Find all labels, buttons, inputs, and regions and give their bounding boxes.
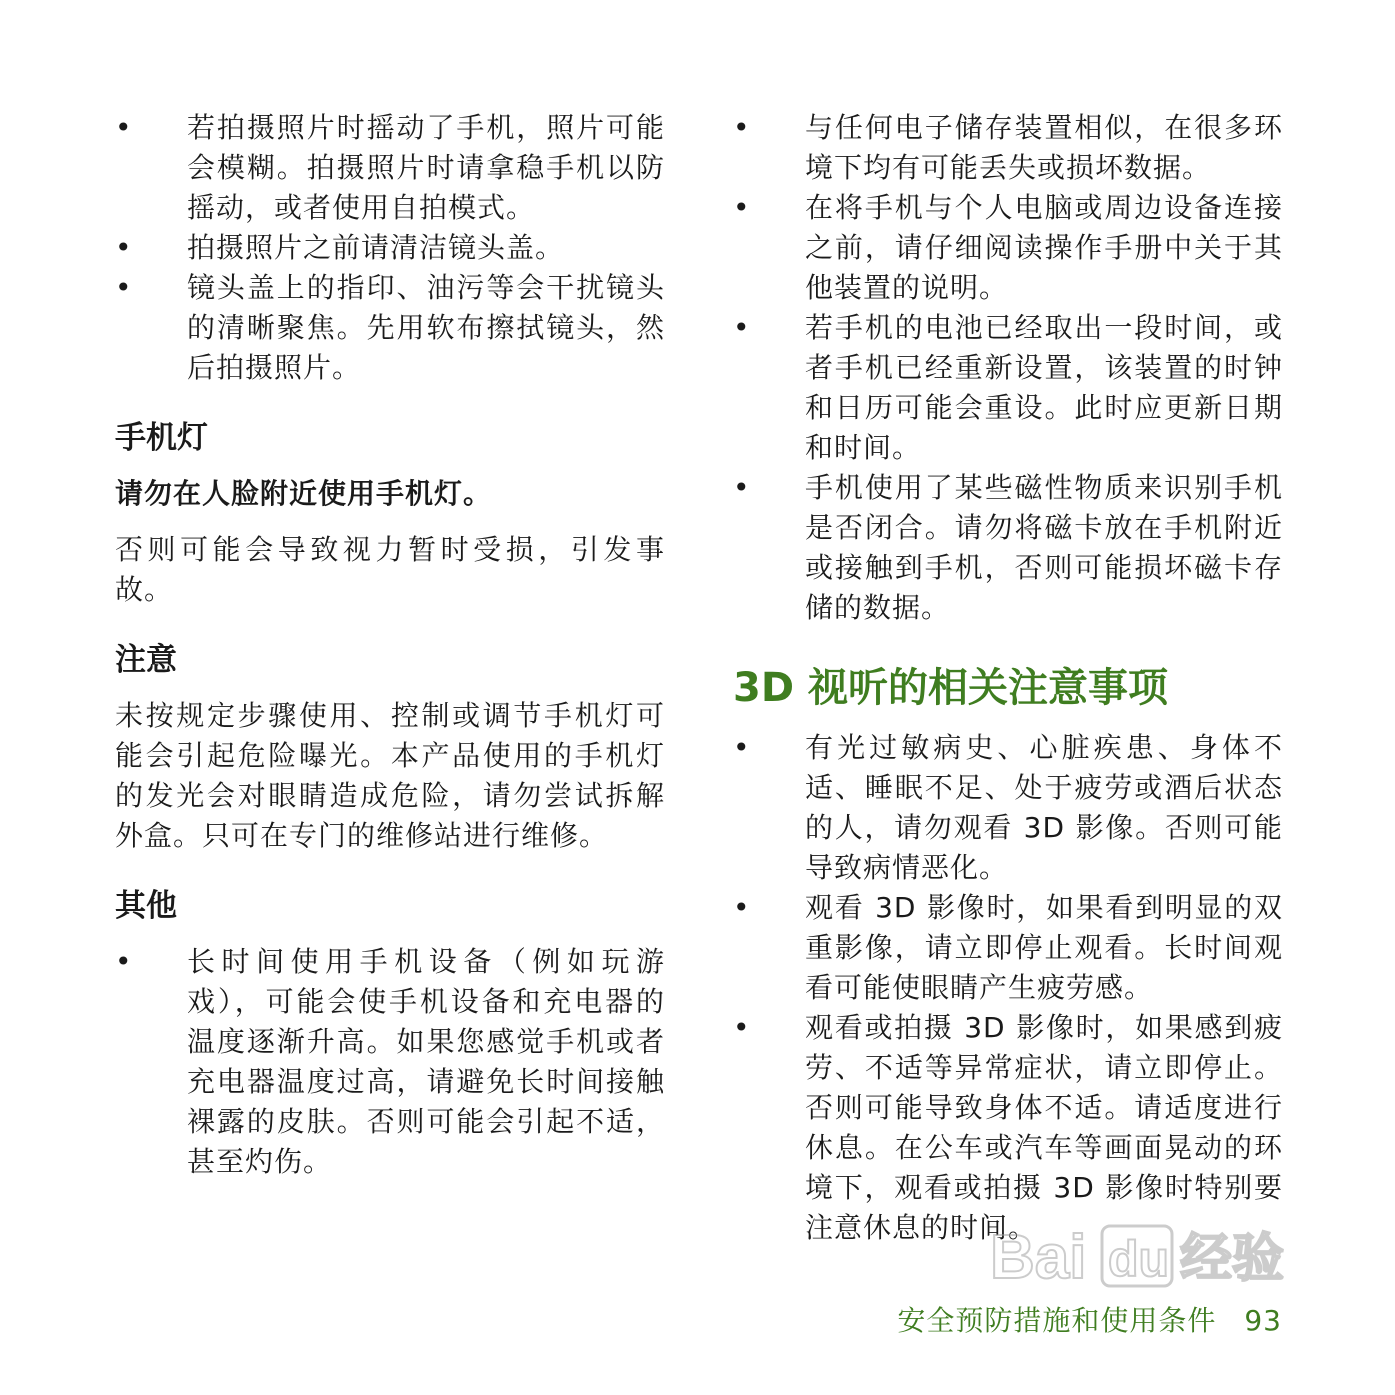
list-item: • 若拍摄照片时摇动了手机，照片可能会模糊。拍摄照片时请拿稳手机以防摇动，或者使用自拍模式。 bbox=[115, 108, 665, 228]
list-item: • 观看 3D 影像时，如果看到明显的双重影像，请立即停止观看。长时间观看可能使眼睛产生疲劳感。 bbox=[733, 888, 1283, 1008]
svg-text:du: du bbox=[1108, 1231, 1170, 1287]
svg-text:经验: 经验 bbox=[1180, 1229, 1285, 1289]
other-list bbox=[115, 942, 665, 1182]
other-heading: 其他 bbox=[115, 888, 177, 924]
bullet-icon: • bbox=[115, 111, 133, 144]
3d-tips-list bbox=[733, 728, 1283, 1248]
list-item: • 观看或拍摄 3D 影像时，如果感到疲劳、不适等异常症状，请立即停止。否则可能导致身体不适。请适度进行休息。在公车或汽车等画面晃动的环境下，观看或拍摄 3D 影像时特别要注意休息的时间。 bbox=[733, 1008, 1283, 1248]
bullet-icon: • bbox=[733, 1011, 751, 1044]
bullet-icon: • bbox=[733, 471, 751, 504]
page-number: 93 bbox=[1244, 1304, 1282, 1337]
svg-text:Bai: Bai bbox=[990, 1223, 1087, 1292]
caution-text: 未按规定步骤使用、控制或调节手机灯可能会引起危险曝光。本产品使用的手机灯的发光会对眼睛造成危险，请勿尝试拆解外盒。只可在专门的维修站进行维修。 bbox=[115, 699, 665, 852]
bullet-icon: • bbox=[733, 891, 751, 924]
section-title-3d: 3D 视听的相关注意事项 bbox=[733, 665, 1168, 711]
bullet-icon: • bbox=[733, 311, 751, 344]
storage-tips-list bbox=[733, 108, 1283, 628]
baidu-watermark-logo bbox=[990, 1216, 1310, 1296]
list-item: • 在将手机与个人电脑或周边设备连接之前，请仔细阅读操作手册中关于其他装置的说明。 bbox=[733, 188, 1283, 308]
bullet-icon: • bbox=[115, 231, 133, 264]
left-column bbox=[115, 108, 665, 1182]
caution-heading: 注意 bbox=[115, 642, 177, 678]
flash-text: 否则可能会导致视力暂时受损，引发事故。 bbox=[115, 533, 665, 606]
flash-heading: 手机灯 bbox=[115, 420, 208, 456]
bullet-icon: • bbox=[733, 111, 751, 144]
list-item: • 与任何电子储存装置相似，在很多环境下均有可能丢失或损坏数据。 bbox=[733, 108, 1283, 188]
bullet-icon: • bbox=[115, 945, 133, 978]
list-item: • 拍摄照片之前请清洁镜头盖。 bbox=[115, 228, 665, 268]
list-item: • 手机使用了某些磁性物质来识别手机是否闭合。请勿将磁卡放在手机附近或接触到手机，否则可能损坏磁卡存储的数据。 bbox=[733, 468, 1283, 628]
bullet-icon: • bbox=[733, 191, 751, 224]
camera-tips-list bbox=[115, 108, 665, 388]
right-column bbox=[733, 108, 1283, 1248]
bullet-icon: • bbox=[733, 731, 751, 764]
list-item: • 镜头盖上的指印、油污等会干扰镜头的清晰聚焦。先用软布擦拭镜头，然后拍摄照片。 bbox=[115, 268, 665, 388]
list-item: • 若手机的电池已经取出一段时间，或者手机已经重新设置，该装置的时钟和日历可能会重设。此时应更新日期和时间。 bbox=[733, 308, 1283, 468]
list-item: • 长时间使用手机设备（例如玩游戏），可能会使手机设备和充电器的温度逐渐升高。如果您感觉手机或者充电器温度过高，请避免长时间接触裸露的皮肤。否则可能会引起不适，甚至灼伤。 bbox=[115, 942, 665, 1182]
bullet-icon: • bbox=[115, 271, 133, 304]
chapter-title: 安全预防措施和使用条件 bbox=[897, 1304, 1217, 1337]
flash-warning: 请勿在人脸附近使用手机灯。 bbox=[115, 477, 493, 510]
page-footer bbox=[897, 1299, 1282, 1339]
list-item: • 有光过敏病史、心脏疾患、身体不适、睡眠不足、处于疲劳或酒后状态的人，请勿观看 3D 影像。否则可能导致病情恶化。 bbox=[733, 728, 1283, 888]
